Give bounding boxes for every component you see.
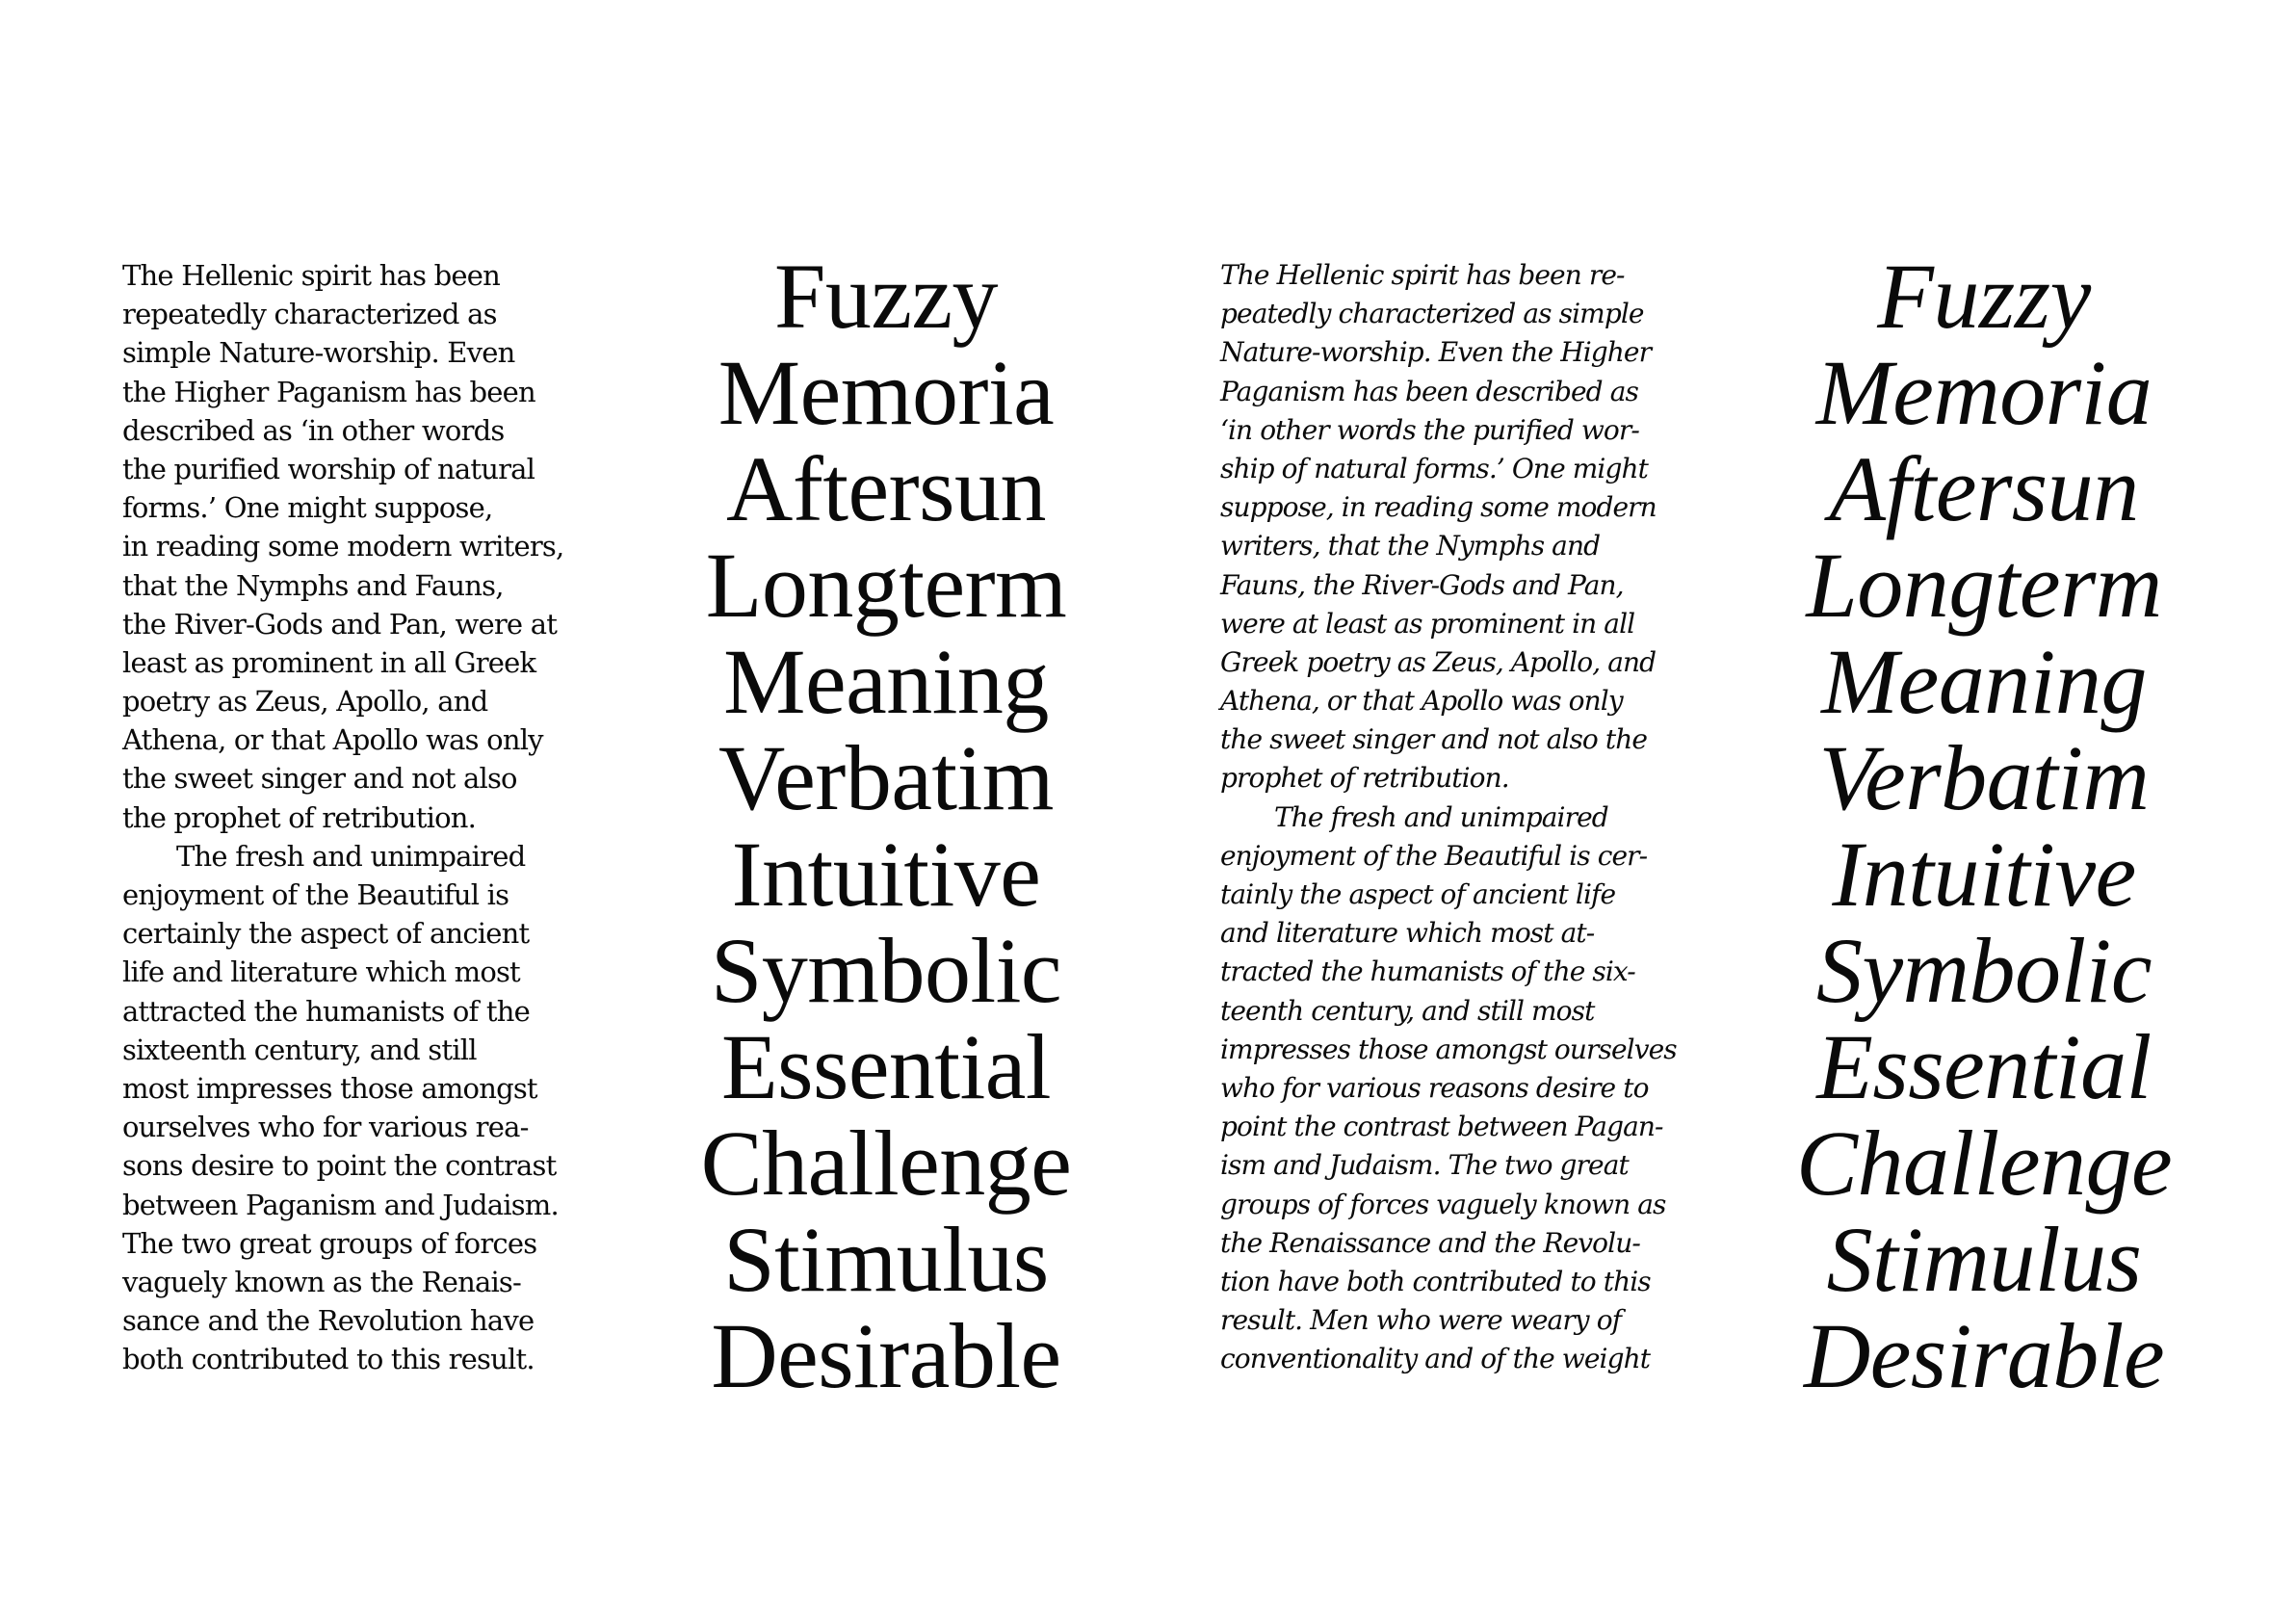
italic-text-line: Paganism has been described as [1220, 375, 1638, 407]
italic-display-word: Symbolic [1816, 919, 2152, 1022]
roman-text-line: The fresh and unimpaired [176, 839, 526, 873]
roman-text-line: that the Nymphs and Fauns, [122, 568, 504, 602]
roman-display-word: Essential [720, 1015, 1052, 1118]
roman-text-line: sons desire to point the contrast [122, 1149, 557, 1183]
roman-text-line: ourselves who for various rea- [122, 1111, 529, 1144]
italic-text-line: Nature-worship. Even the Higher [1220, 336, 1652, 369]
italic-display-word: Challenge [1795, 1112, 2173, 1215]
roman-text-line: forms.’ One might suppose, [122, 491, 493, 525]
roman-text-line: poetry as Zeus, Apollo, and [122, 685, 488, 719]
italic-display-word: Memoria [1815, 341, 2152, 444]
roman-display-word: Aftersun [726, 437, 1046, 540]
italic-text-line: Athena, or that Apollo was only [1220, 685, 1623, 718]
roman-display-word: Desirable [711, 1304, 1061, 1407]
italic-text-line: enjoyment of the Beautiful is cer- [1220, 839, 1648, 872]
roman-display-word: Meaning [723, 630, 1049, 733]
roman-display-word: Fuzzy [773, 245, 999, 348]
roman-text-line: sixteenth century, and still [122, 1033, 477, 1066]
roman-text-line: in reading some modern writers, [122, 530, 564, 563]
italic-text-line: were at least as prominent in all [1220, 607, 1635, 640]
roman-text-line: the Higher Paganism has been [122, 375, 535, 408]
italic-text-line: teenth century, and still most [1220, 994, 1595, 1027]
italic-display-word: Stimulus [1826, 1208, 2142, 1311]
italic-display-word: Verbatim [1818, 726, 2150, 829]
roman-text-line: described as ‘in other words [122, 413, 505, 447]
italic-text-line: ship of natural forms.’ One might [1220, 452, 1648, 484]
italic-text-line: the Renaissance and the Revolu- [1220, 1226, 1640, 1259]
italic-text-line: Fauns, the River-Gods and Pan, [1220, 568, 1624, 601]
roman-text-line: most impresses those amongst [122, 1071, 537, 1105]
roman-text-line: the River-Gods and Pan, were at [122, 607, 558, 641]
roman-text-line: certainly the aspect of ancient [122, 917, 530, 951]
italic-text-line: groups of forces vaguely known as [1220, 1188, 1666, 1220]
italic-text-line: Greek poetry as Zeus, Apollo, and [1220, 645, 1657, 678]
roman-text-line: The two great groups of forces [122, 1226, 537, 1260]
roman-text-line: life and literature which most [122, 955, 520, 989]
italic-text-line: suppose, in reading some modern [1220, 491, 1657, 524]
italic-text-line: peatedly characterized as simple [1220, 298, 1644, 330]
roman-display-word: Intuitive [731, 823, 1041, 926]
italic-text-line: ‘in other words the purified wor- [1220, 413, 1639, 446]
roman-text-line: sance and the Revolution have [122, 1304, 535, 1338]
italic-display-word: Aftersun [1829, 437, 2139, 540]
roman-text-line: vaguely known as the Renais- [122, 1265, 522, 1298]
roman-display-word: Symbolic [710, 919, 1061, 1022]
roman-text-line: both contributed to this result. [122, 1343, 535, 1376]
italic-display-word: Fuzzy [1877, 245, 2091, 348]
italic-word-column [1762, 245, 2205, 1407]
roman-text-line: between Paganism and Judaism. [122, 1188, 559, 1221]
italic-text-line: who for various reasons desire to [1220, 1071, 1649, 1104]
italic-display-word: Intuitive [1832, 823, 2136, 926]
italic-text-line: tainly the aspect of ancient life [1220, 878, 1616, 910]
italic-text-line: The fresh and unimpaired [1274, 800, 1608, 833]
italic-display-word: Meaning [1821, 630, 2147, 733]
roman-text-line: Athena, or that Apollo was only [122, 723, 543, 757]
italic-text-column [1220, 256, 1760, 1378]
roman-text-line: the prophet of retribution. [122, 800, 477, 834]
roman-display-word: Challenge [700, 1112, 1072, 1215]
roman-text-line: The Hellenic spirit has been [122, 259, 500, 292]
italic-text-line: ism and Judaism. The two great [1220, 1149, 1629, 1182]
roman-display-word: Memoria [718, 341, 1055, 444]
italic-display-word: Desirable [1803, 1304, 2165, 1407]
italic-text-line: writers, that the Nymphs and [1220, 530, 1601, 562]
italic-text-line: tion have both contributed to this [1220, 1265, 1651, 1297]
italic-text-line: conventionality and of the weight [1220, 1343, 1651, 1375]
italic-text-line: and literature which most at- [1220, 917, 1595, 950]
italic-text-line: point the contrast between Pagan- [1220, 1111, 1663, 1143]
italic-text-line: The Hellenic spirit has been re- [1220, 259, 1625, 291]
roman-text-column [122, 256, 642, 1378]
roman-text-line: enjoyment of the Beautiful is [122, 878, 509, 911]
roman-display-word: Longterm [705, 534, 1067, 637]
italic-display-word: Essential [1816, 1015, 2152, 1118]
italic-text-line: tracted the humanists of the six- [1220, 955, 1635, 988]
italic-text-line: result. Men who were weary of [1220, 1304, 1622, 1337]
roman-text-line: attracted the humanists of the [122, 994, 530, 1028]
roman-text-line: repeatedly characterized as [122, 298, 497, 331]
roman-display-word: Verbatim [718, 726, 1054, 829]
roman-text-line: least as prominent in all Greek [122, 645, 536, 679]
roman-display-word: Stimulus [723, 1208, 1049, 1311]
roman-text-line: the sweet singer and not also [122, 762, 517, 796]
roman-text-line: the purified worship of natural [122, 452, 535, 485]
roman-text-line: simple Nature-worship. Even [122, 336, 515, 370]
italic-display-word: Longterm [1806, 534, 2162, 637]
italic-text-line: the sweet singer and not also the [1220, 723, 1648, 756]
italic-text-line: impresses those amongst ourselves [1220, 1033, 1677, 1065]
roman-word-column [665, 245, 1108, 1407]
italic-text-line: prophet of retribution. [1220, 762, 1509, 795]
